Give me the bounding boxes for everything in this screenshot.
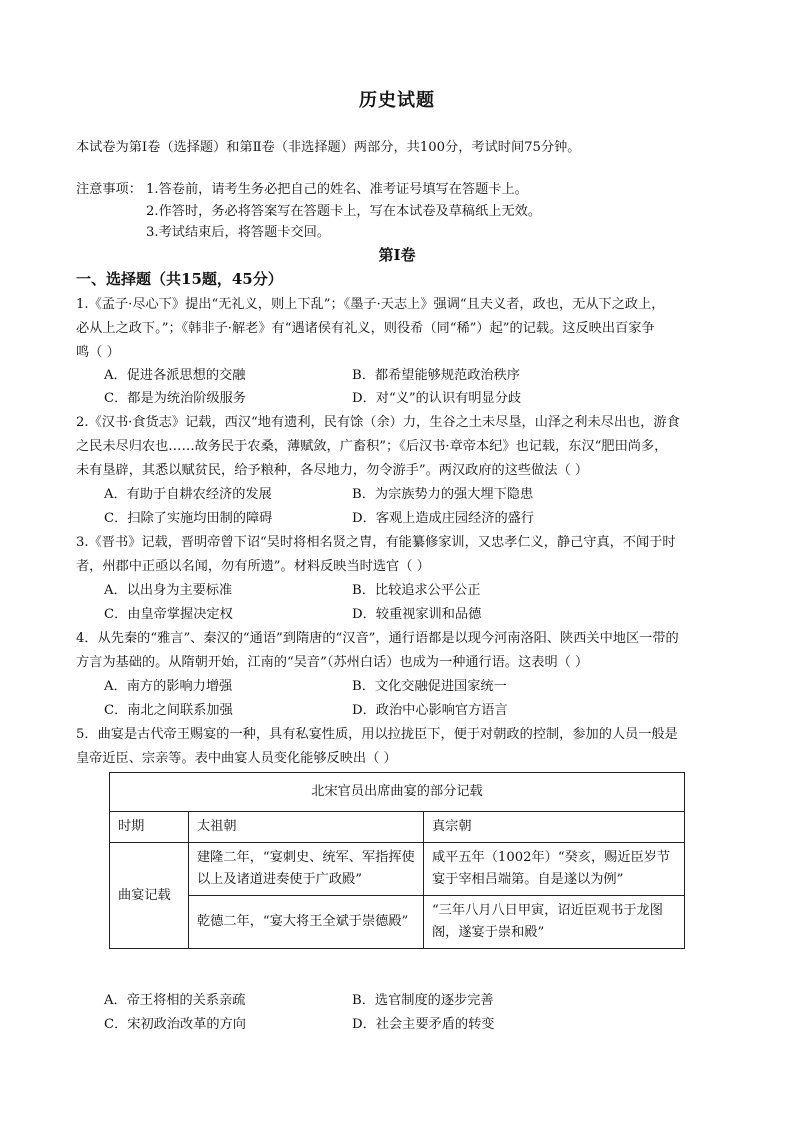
table-header: 真宗朝 bbox=[424, 812, 685, 843]
table-cell: 建隆二年，“宴刺史、统军、军指挥使以上及诸道进奏使于广政殿” bbox=[189, 843, 424, 896]
volume-heading: 第Ⅰ卷 bbox=[378, 246, 416, 264]
table-cell: “三年八月八日甲寅，诏近臣观书于龙图阁，遂宴于崇和殿” bbox=[424, 896, 685, 949]
table-caption: 北宋官员出席曲宴的部分记载 bbox=[110, 773, 685, 812]
option-a[interactable]: A．以出身为主要标准 bbox=[104, 583, 233, 598]
option-d[interactable]: D．社会主要矛盾的转变 bbox=[352, 1017, 495, 1032]
table-header: 时期 bbox=[110, 812, 189, 843]
question-line: 之民未尽归农也……故务民于农桑，薄赋敛，广畜积”；《后汉书·章帝本纪》也记载，东汉“肥田尚多， bbox=[76, 439, 668, 454]
question-4 bbox=[76, 627, 718, 675]
question-line: 5．曲宴是古代帝王赐宴的一种，具有私宴性质，用以拉拢臣下，便于对朝政的控制，参加的人员一般是 bbox=[76, 727, 678, 742]
option-b[interactable]: B．为宗族势力的强大埋下隐患 bbox=[352, 487, 534, 502]
option-a[interactable]: A．南方的影响力增强 bbox=[104, 679, 233, 694]
exam-intro: 本试卷为第Ⅰ卷（选择题）和第Ⅱ卷（非选择题）两部分，共100分，考试时间75分钟。 bbox=[76, 140, 581, 155]
option-a[interactable]: A．有助于自耕农经济的发展 bbox=[104, 487, 272, 502]
banquet-records-table bbox=[109, 772, 685, 949]
option-b[interactable]: B．选官制度的逐步完善 bbox=[352, 993, 494, 1008]
option-a[interactable]: A．帝王将相的关系亲疏 bbox=[104, 993, 246, 1008]
question-line: 未有垦辟，其悉以赋贫民，给予粮种，各尽地力，勿令游手”。两汉政府的这些做法（ ） bbox=[76, 463, 589, 478]
question-line: 2.《汉书·食货志》记载，西汉“地有遗利，民有馀（余）力，生谷之土未尽垦，山泽之利未尽出也，游食 bbox=[76, 415, 680, 430]
option-c[interactable]: C．都是为统治阶级服务 bbox=[104, 391, 246, 406]
question-line: 者，州郡中正亟以名闻，勿有所遗”。材料反映当时选官（ ） bbox=[76, 559, 430, 574]
question-line: 4．从先秦的“雅言”、秦汉的“通语”到隋唐的“汉音”，通行语都是以现今河南洛阳、陕西关中地区一带的 bbox=[76, 631, 679, 646]
table-row-label: 曲宴记载 bbox=[110, 843, 189, 949]
question-line: 方言为基础的。从隋朝开始，江南的“吴音”（苏州白话）也成为一种通行语。这表明（ ） bbox=[76, 655, 589, 670]
option-d[interactable]: D．对“义”的认识有明显分歧 bbox=[352, 391, 522, 406]
notice-item: 2.作答时，务必将答案写在答题卡上，写在本试卷及草稿纸上无效。 bbox=[146, 204, 542, 219]
option-c[interactable]: C．由皇帝掌握决定权 bbox=[104, 607, 233, 622]
option-d[interactable]: D．较重视家训和品德 bbox=[352, 607, 482, 622]
question-line: 皇帝近臣、宗亲等。表中曲宴人员变化能够反映出（ ） bbox=[76, 751, 397, 766]
page-title: 历史试题 bbox=[359, 90, 435, 111]
notice-item: 3.考试结束后，将答题卡交回。 bbox=[146, 225, 331, 240]
option-b[interactable]: B．文化交融促进国家统一 bbox=[352, 679, 507, 694]
option-c[interactable]: C．宋初政治改革的方向 bbox=[104, 1017, 246, 1032]
question-line: 必从上之政下。”；《韩非子·解老》有“遇诸侯有礼义，则役希（同“稀”）起”的记载。这反映出百家争 bbox=[76, 321, 655, 336]
option-b[interactable]: B．都希望能够规范政治秩序 bbox=[352, 368, 520, 383]
notice-label: 注意事项： bbox=[76, 182, 142, 197]
option-c[interactable]: C．南北之间联系加强 bbox=[104, 703, 233, 718]
question-5 bbox=[76, 723, 718, 771]
notice-item: 1.答卷前，请考生务必把自己的姓名、准考证号填写在答题卡上。 bbox=[146, 182, 528, 197]
option-d[interactable]: D．客观上造成庄园经济的盛行 bbox=[352, 511, 535, 526]
option-c[interactable]: C．扫除了实施均田制的障碍 bbox=[104, 511, 273, 526]
section-heading: 一、选择题（共15题，45分） bbox=[76, 270, 283, 288]
table-cell: 咸平五年（1002年）“癸亥，赐近臣岁节宴于宰相吕端第。自是遂以为例” bbox=[424, 843, 685, 896]
question-2 bbox=[76, 411, 718, 483]
option-d[interactable]: D．政治中心影响官方语言 bbox=[352, 703, 508, 718]
question-3 bbox=[76, 531, 718, 579]
question-line: 3.《晋书》记载，晋明帝曾下诏“吴时将相名贤之胄，有能纂修家训，又忠孝仁义，静己守真，不闻于时 bbox=[76, 535, 676, 550]
table-cell: 乾德二年，“宴大将王全斌于崇德殿” bbox=[189, 896, 424, 949]
question-1 bbox=[76, 293, 718, 365]
question-line: 鸣（ ） bbox=[76, 345, 120, 360]
option-a[interactable]: A．促进各派思想的交融 bbox=[104, 368, 246, 383]
table-header: 太祖朝 bbox=[189, 812, 424, 843]
question-line: 1.《孟子·尽心下》提出“无礼义，则上下乱”；《墨子·天志上》强调“且夫义者，政也，无从下之政上， bbox=[76, 297, 665, 312]
option-b[interactable]: B．比较追求公平公正 bbox=[352, 583, 481, 598]
